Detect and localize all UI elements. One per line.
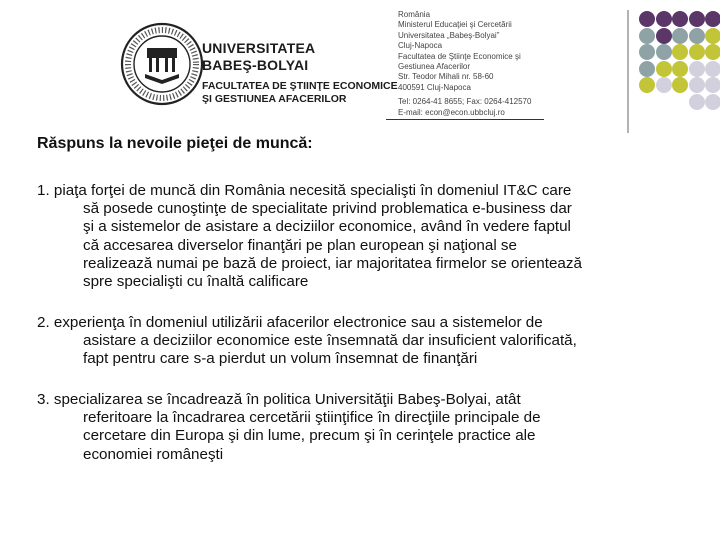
list-item-first-line: 3. specializarea se încadrează în politica Universităţii Babeş-Bolyai, atât bbox=[37, 391, 521, 408]
list-item-line: cercetare din Europa şi din lume, precum şi în cerinţele practice ale bbox=[83, 427, 536, 445]
list-item-line: să posede cunoştinţe de specialitate privind problematica e-business dar bbox=[83, 200, 572, 218]
decorative-dot bbox=[672, 77, 688, 93]
decorative-dot bbox=[705, 61, 720, 77]
address-line: Gestiunea Afacerilor bbox=[398, 62, 471, 72]
list-item-line: economiei româneşti bbox=[83, 445, 224, 463]
decorative-dot bbox=[672, 28, 688, 44]
list-item-line: că accesarea diverselor finanţări pe plan european şi naţional se bbox=[83, 236, 517, 254]
contact-email-line: E-mail: econ@econ.ubbcluj.ro bbox=[398, 107, 505, 117]
vertical-divider bbox=[627, 10, 629, 133]
list-item-2 bbox=[37, 314, 707, 369]
decorative-dot bbox=[689, 61, 705, 77]
contact-phone-line: Tel: 0264-41 8655; Fax: 0264-412570 bbox=[398, 97, 532, 107]
decorative-dot bbox=[656, 11, 672, 27]
decorative-dot bbox=[639, 44, 655, 60]
decorative-dot-grid bbox=[639, 11, 720, 121]
decorative-dot bbox=[656, 61, 672, 77]
address-line: Ministerul Educaţiei şi Cercetării bbox=[398, 20, 512, 30]
decorative-dot bbox=[656, 77, 672, 93]
decorative-dot bbox=[705, 28, 720, 44]
section-heading: Răspuns la nevoile pieţei de muncă: bbox=[37, 135, 313, 152]
list-item-line: şi a sistemelor de asistare a deciziilor economice, având în vedere faptul bbox=[83, 218, 571, 236]
header-divider bbox=[386, 119, 544, 120]
faculty-name-line-1: FACULTATEA DE ŞTIINŢE ECONOMICE bbox=[202, 80, 398, 92]
address-line: Universitatea „Babeş-Bolyai” bbox=[398, 30, 500, 40]
university-name-line-1: UNIVERSITATEA bbox=[202, 40, 316, 56]
decorative-dot bbox=[672, 11, 688, 27]
decorative-dot bbox=[639, 61, 655, 77]
decorative-dot bbox=[689, 77, 705, 93]
address-line: Facultatea de Ştiinţe Economice şi bbox=[398, 51, 521, 61]
faculty-name bbox=[202, 80, 398, 105]
decorative-dot bbox=[639, 11, 655, 27]
decorative-dot bbox=[705, 44, 720, 60]
university-name bbox=[202, 40, 315, 74]
decorative-dot bbox=[705, 11, 720, 27]
list-item-3 bbox=[37, 391, 707, 464]
decorative-dot bbox=[656, 44, 672, 60]
list-item-first-line: 1. piaţa forţei de muncă din România necesită specialişti în domeniul IT&C care bbox=[37, 182, 572, 199]
list-item-first-line: 2. experienţa în domeniul utilizării afacerilor electronice sau a sistemelor de bbox=[37, 314, 543, 331]
decorative-dot bbox=[672, 61, 688, 77]
decorative-dot bbox=[689, 11, 705, 27]
decorative-dot bbox=[639, 28, 655, 44]
list-item-1 bbox=[37, 182, 707, 291]
decorative-dot bbox=[689, 94, 705, 110]
decorative-dot bbox=[672, 44, 688, 60]
list-item-line: referitoare la încadrarea cercetării ştiinţifice în direcţiile principale de bbox=[83, 409, 541, 427]
list-item-line: spre specialişti cu înaltă calificare bbox=[83, 273, 309, 291]
address-line: Cluj-Napoca bbox=[398, 41, 443, 51]
address-block bbox=[398, 10, 554, 118]
decorative-dot bbox=[639, 77, 655, 93]
decorative-dot bbox=[689, 28, 705, 44]
list-item-line: asistare a deciziilor economice este însemnată dar insuficient valorificată, bbox=[83, 332, 577, 350]
address-line: 400591 Cluj-Napoca bbox=[398, 82, 471, 92]
letterhead bbox=[110, 8, 550, 124]
decorative-dot bbox=[705, 77, 720, 93]
decorative-dot bbox=[656, 28, 672, 44]
address-line: România bbox=[398, 10, 431, 19]
list-item-line: fapt pentru care s-a pierdut un volum însemnat de finanţări bbox=[83, 350, 478, 368]
faculty-name-line-2: ŞI GESTIUNEA AFACERILOR bbox=[202, 92, 347, 105]
decorative-dot bbox=[705, 94, 720, 110]
decorative-dot bbox=[689, 44, 705, 60]
list-item-line: realizează numai pe bază de proiect, iar majoritatea firmelor se orientează bbox=[83, 254, 582, 272]
university-seal-logo bbox=[120, 22, 204, 106]
address-line: Str. Teodor Mihali nr. 58-60 bbox=[398, 72, 494, 82]
university-name-line-2: BABEŞ-BOLYAI bbox=[202, 57, 309, 73]
